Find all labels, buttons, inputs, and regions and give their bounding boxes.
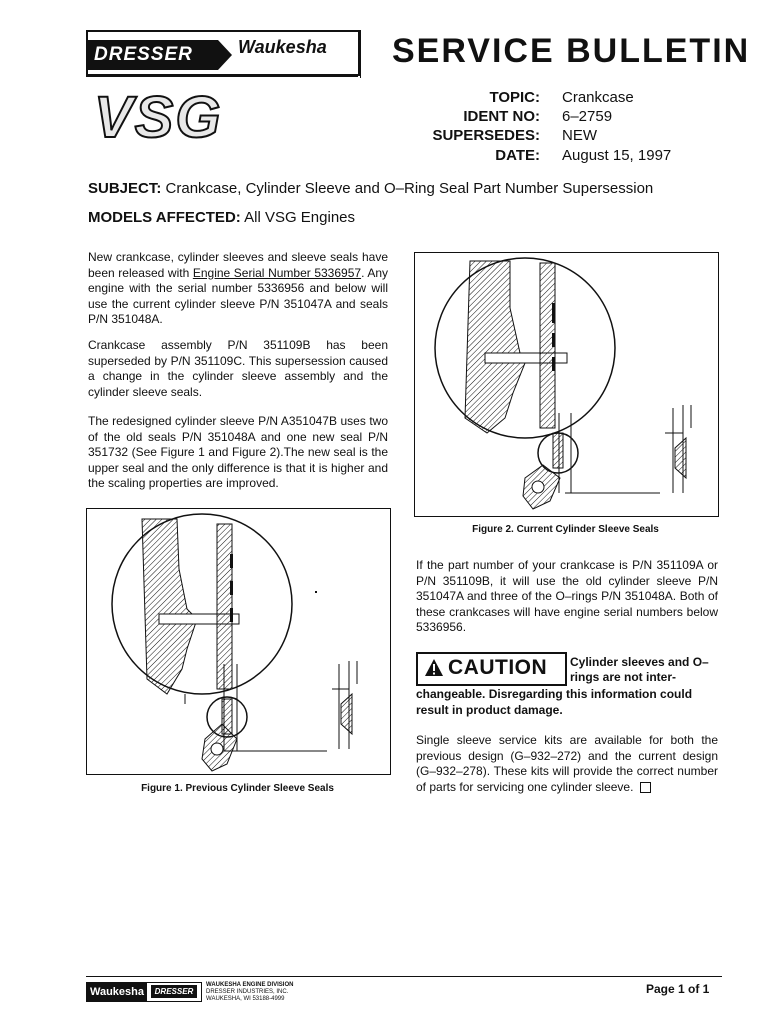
date-label: DATE: <box>495 147 540 164</box>
figure-2-caption: Figure 2. Current Cylinder Sleeve Seals <box>472 524 659 535</box>
waukesha-logo-text: Waukesha <box>238 37 327 57</box>
paragraph-supersession: Crankcase assembly P/N 351109B has been superseded by P/N 351109C. This supersession caused a change in the cylinder sleeve assembly and the cylinder sleeve seals. <box>88 338 388 399</box>
caution-side-text: Cylinder sleeves and O–rings are not inter- <box>570 655 709 684</box>
paragraph-serial-b: . Any engine with the serial number 5336956 and below will use the current cylinder sleeve P/N 351047A and seals P/N 351048A. <box>88 265 389 326</box>
logo-arrow-icon <box>218 40 232 70</box>
date-value: August 15, 1997 <box>562 147 672 164</box>
ident-label: IDENT NO: <box>463 108 540 125</box>
dresser-logo-text: DRESSER <box>88 40 218 70</box>
ident-value: 6–2759 <box>562 108 613 125</box>
header-divider <box>360 30 361 78</box>
caution-badge <box>416 652 567 686</box>
footer-rule <box>86 976 722 977</box>
topic-label: TOPIC: <box>489 89 540 106</box>
footer-dresser-text: DRESSER <box>151 985 197 998</box>
models-line <box>88 209 355 226</box>
supersedes-label: SUPERSEDES: <box>432 127 540 144</box>
footer-address-line-1: WAUKESHA ENGINE DIVISION <box>206 982 294 988</box>
paragraph-old-crankcase: If the part number of your crankcase is P/N 351109A or P/N 351109B, it will use the old cylinder sleeve P/N 351047A and three of the O–rings P/N 351048A. Both of these crankcases will have engine serial numbers below 5336956. <box>416 558 718 634</box>
caution-continued-text: changeable. Disregarding this information could result in product damage. <box>416 687 693 717</box>
warning-triangle-icon <box>424 658 444 677</box>
subject-line <box>88 180 653 197</box>
bulletin-title: SERVICE BULLETIN <box>392 32 751 70</box>
supersedes-value: NEW <box>562 127 597 144</box>
paragraph-serial-a: New crankcase, cylinder sleeves and sleeve seals have been released with <box>88 250 388 280</box>
figure-2-illustration <box>415 253 718 516</box>
end-mark-icon <box>640 782 651 793</box>
topic-value: Crankcase <box>562 89 634 106</box>
paragraph-serial <box>88 250 388 328</box>
footer-logo <box>86 982 202 1002</box>
subject-label: SUBJECT: <box>88 180 162 197</box>
figure-2-box <box>414 252 719 517</box>
models-label: MODELS AFFECTED: <box>88 209 241 226</box>
paragraph-service-kits <box>416 733 718 795</box>
subject-text: Crankcase, Cylinder Sleeve and O–Ring Seal Part Number Supersession <box>165 180 654 197</box>
footer-address <box>206 982 293 1003</box>
footer-address-line-2: DRESSER INDUSTRIES, INC. <box>206 989 289 995</box>
service-kits-text: Single sleeve service kits are available for both the previous design (G–932–272) and the current design (G–932–278). These kits will provide the correct number of parts for servicing one cylinder sleeve. <box>416 733 718 794</box>
footer-address-line-3: WAUKESHA, WI 53188-4999 <box>206 996 285 1002</box>
page-number: Page 1 of 1 <box>646 982 710 996</box>
product-name: VSG <box>94 85 223 150</box>
footer-waukesha-text: Waukesha <box>87 983 147 1001</box>
models-text: All VSG Engines <box>244 209 356 226</box>
figure-1-illustration <box>87 509 390 774</box>
serial-number-reference: Engine Serial Number 5336957 <box>192 265 362 280</box>
header-rule <box>86 76 358 77</box>
caution-label: CAUTION <box>448 656 548 679</box>
figure-1-box <box>86 508 391 775</box>
paragraph-redesign: The redesigned cylinder sleeve P/N A351047B uses two of the old seals P/N 351048A and one new seal P/N 351732 (See Figure 1 and Figure 2).The new seal is the upper seal and the only difference is that it is higher and the scaling properties are improved. <box>88 414 388 490</box>
figure-1-caption: Figure 1. Previous Cylinder Sleeve Seals <box>141 783 334 794</box>
dresser-waukesha-logo <box>86 30 360 76</box>
